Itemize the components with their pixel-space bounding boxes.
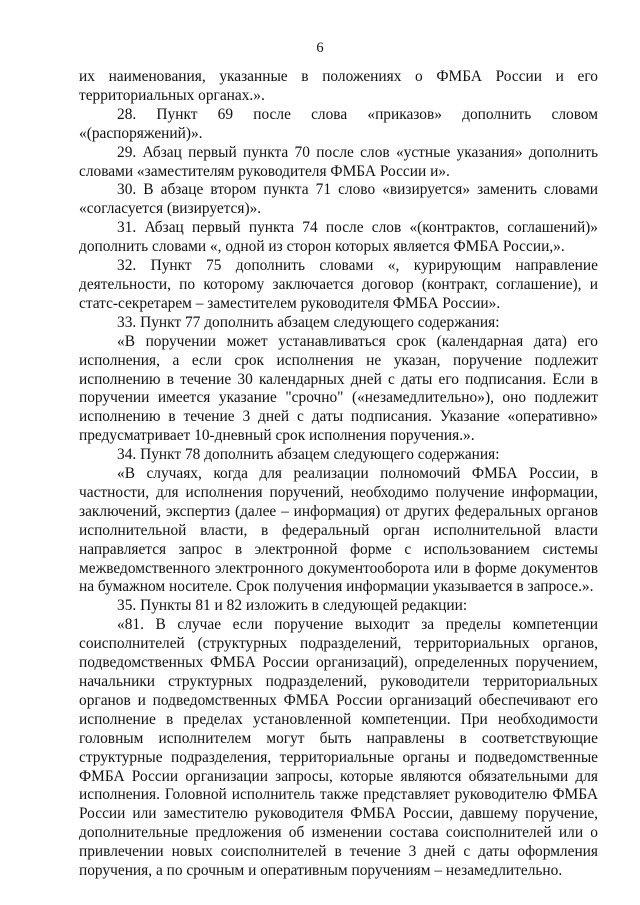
paragraph-item-28: 28. Пункт 69 после слова «приказов» дополнить словом «(распоряжений)».: [79, 105, 598, 142]
paragraph-item-30: 30. В абзаце втором пункта 71 слово «визируется» заменить словами «согласуется (визируется)».: [79, 181, 598, 218]
paragraph-item-32: 32. Пункт 75 дополнить словами «, курирующим направление деятельности, по которому заключается договор (контракт, соглашение), и статс-секретарем – заместителем руководителя ФМБА России».: [79, 257, 598, 312]
paragraph-item-34: 34. Пункт 78 дополнить абзацем следующего содержания:: [117, 446, 500, 464]
paragraph-continuation: их наименования, указанные в положениях о ФМБА России и его территориальных органах.».: [79, 68, 598, 104]
paragraph-item-35: 35. Пункты 81 и 82 изложить в следующей редакции:: [117, 597, 468, 615]
page-number: 6: [316, 40, 324, 56]
paragraph-item-33: 33. Пункт 77 дополнить абзацем следующего содержания:: [117, 313, 500, 331]
paragraph-item-35-quote: «81. В случае если поручение выходит за пределы компетенции соисполнителей (структурных подразделений, территориальных органов, подведомственных ФМБА России организаций), определенных поручением, начальники структурных подразделений, руководители территориальных органов и подведомственных ФМБА России организаций обеспечивают его исполнение в пределах установленной компетенции. При необходимости головным исполнителем могут быть направлены в соответствующие структурные подразделения, территориальные органы и подведомственные ФМБА России организации запросы, которые являются обязательными для исполнения. Головной исполнитель также представляет руководителю ФМБА России или заместителю руководителя ФМБА России, давшему поручение, дополнительные предложения об изменении состава соисполнителей или о привлечении новых соисполнителей в течение 3 дней с даты оформления поручения, а по срочным и оперативным поручениям – незамедлительно.: [79, 616, 598, 880]
document-body: [79, 68, 598, 881]
paragraph-item-29: 29. Абзац первый пункта 70 после слов «устные указания» дополнить словами «заместителям руководителя ФМБА России и».: [79, 143, 598, 180]
paragraph-item-34-quote: «В случаях, когда для реализации полномочий ФМБА России, в частности, для исполнения поручений, необходимо получение информации, заключений, экспертиз (далее – информация) от других федеральных органов исполнительной власти, в федеральный орган исполнительной власти направляется запрос в электронной форме с использованием системы межведомственного электронного документооборота или в форме документов на бумажном носителе. Срок получения информации указывается в запросе.».: [79, 465, 598, 596]
paragraph-item-33-quote: «В поручении может устанавливаться срок (календарная дата) его исполнения, а если срок исполнения не указан, поручение подлежит исполнению в течение 30 календарных дней с даты его подписания. Если в поручении имеется указание "срочно" («незамедлительно»), оно подлежит исполнению в течение 3 дней с даты подписания. Указание «оперативно» предусматривает 10-дневный срок исполнения поручения.».: [79, 332, 598, 445]
paragraph-item-31: 31. Абзац первый пункта 74 после слов «(контрактов, соглашений)» дополнить словами «, одной из сторон которых является ФМБА России,».: [79, 219, 598, 256]
